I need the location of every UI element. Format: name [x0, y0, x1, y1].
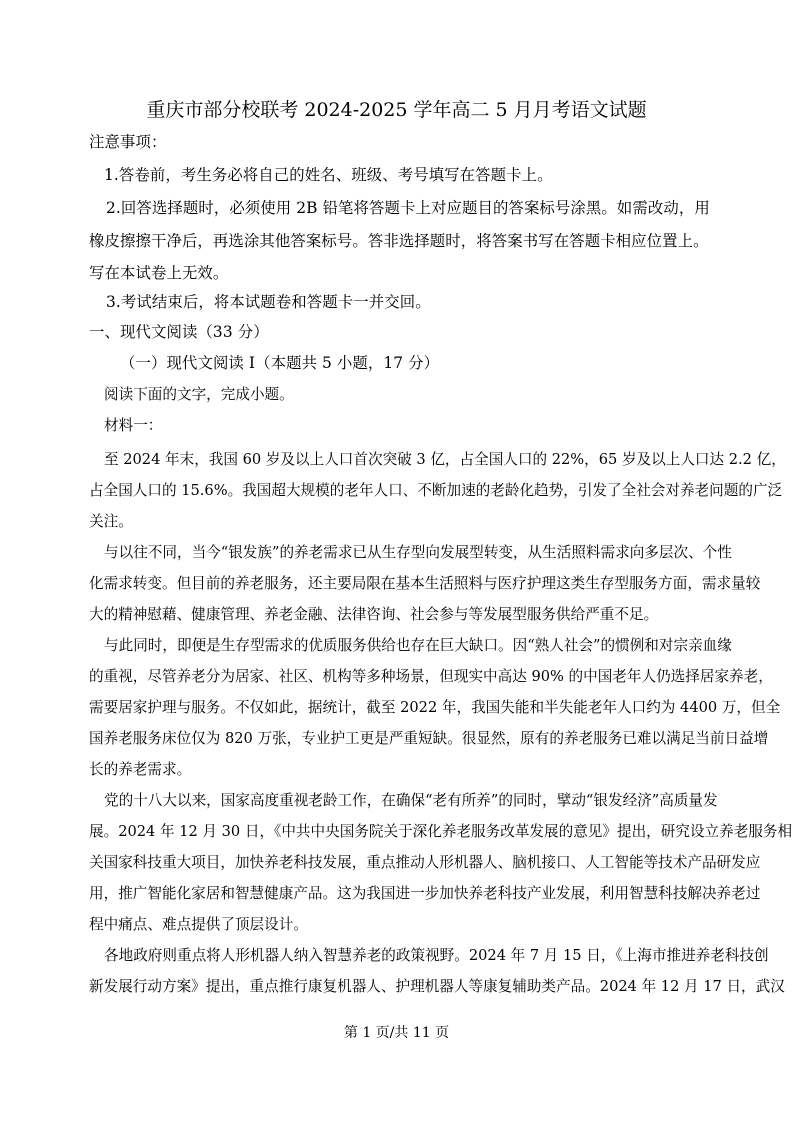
paragraph-3-line-3: 需要居家护理与服务。不仅如此，据统计，截至 2022 年，我国失能和半失能老年人口约为 4400 万，但全: [89, 699, 781, 716]
notice-heading: 注意事项：: [89, 133, 167, 151]
reading-instruction: 阅读下面的文字，完成小题。: [104, 386, 294, 403]
notice-item-2-line-3: 写在本试卷上无效。: [89, 264, 229, 282]
paragraph-5-line-1: 各地政府则重点将人形机器人纳入智慧养老的政策视野。2024 年 7 月 15 日，《上海市推进养老科技创: [104, 947, 769, 964]
section-heading-1: 一、现代文阅读（33 分）: [89, 323, 269, 341]
paragraph-3-line-1: 与此同时，即便是生存型需求的优质服务供给也存在巨大缺口。因“熟人社会”的惯例和对宗亲血缘: [104, 637, 732, 654]
paragraph-4-line-1: 党的十八大以来，国家高度重视老龄工作，在确保“老有所养”的同时，擘动“银发经济”高质量发: [104, 792, 718, 809]
notice-item-3: 3.考试结束后，将本试题卷和答题卡一并交回。: [106, 293, 431, 311]
paragraph-4-line-3: 关国家科技重大项目，加快养老科技发展，重点推动人形机器人、脑机接口、人工智能等技术产品研发应: [89, 854, 761, 871]
paragraph-2-line-2: 化需求转变。但目前的养老服务，还主要局限在基本生活照料与医疗护理这类生存型服务方面，需求量较: [89, 575, 761, 592]
paragraph-4-line-5: 程中痛点、难点提供了顶层设计。: [89, 916, 308, 933]
material-label: 材料一：: [104, 417, 163, 434]
paragraph-1-line-1: 至 2024 年末，我国 60 岁及以上人口首次突破 3 亿，占全国人口的 22%，65 岁及以上人口达 2.2 亿，: [104, 451, 786, 468]
paragraph-5-line-2: 新发展行动方案》提出，重点推行康复机器人、护理机器人等康复辅助类产品。2024 年 12 月 17 日，武汉: [89, 978, 785, 995]
notice-item-2-line-1: 2.回答选择题时，必须使用 2B 铅笔将答题卡上对应题目的答案标号涂黑。如需改动，用: [106, 199, 710, 217]
subsection-heading-1: （一）现代文阅读 I（本题共 5 小题，17 分）: [120, 354, 440, 372]
notice-item-1: 1.答卷前，考生务必将自己的姓名、班级、考号填写在答题卡上。: [104, 166, 553, 184]
paragraph-4-line-4: 用，推广智能化家居和智慧健康产品。这为我国进一步加快养老科技产业发展，利用智慧科技解决养老过: [89, 885, 761, 902]
paragraph-3-line-2: 的重视，尽管养老分为居家、社区、机构等多种场景，但现实中高达 90% 的中国老年人仍选择居家养老，: [89, 668, 773, 685]
paragraph-3-line-5: 长的养老需求。: [89, 761, 192, 778]
notice-item-2-line-2: 橡皮擦擦干净后，再选涂其他答案标号。答非选择题时，将答案书写在答题卡相应位置上。: [89, 232, 709, 250]
paragraph-1-line-2: 占全国人口的 15.6%。我国超大规模的老年人口、不断加速的老龄化趋势，引发了全社会对养老问题的广泛: [89, 482, 783, 499]
paragraph-1-line-3: 关注。: [89, 513, 133, 530]
page-number-footer: 第 1 页/共 11 页: [343, 1025, 450, 1041]
paragraph-2-line-1: 与以往不同，当今“银发族”的养老需求已从生存型向发展型转变，从生活照料需求向多层次、个性: [104, 544, 732, 561]
paragraph-3-line-4: 国养老服务床位仅为 820 万张，专业护工更是严重短缺。很显然，原有的养老服务已难以满足当前日益增: [89, 730, 769, 747]
paragraph-2-line-3: 大的精神慰藉、健康管理、养老金融、法律咨询、社会参与等发展型服务供给严重不足。: [89, 606, 659, 623]
paragraph-4-line-2: 展。2024 年 12 月 30 日，《中共中央国务院关于深化养老服务改革发展的意见》提出，研究设立养老服务相: [89, 823, 793, 840]
exam-title: 重庆市部分校联考 2024-2025 学年高二 5 月月考语文试题: [146, 99, 647, 121]
